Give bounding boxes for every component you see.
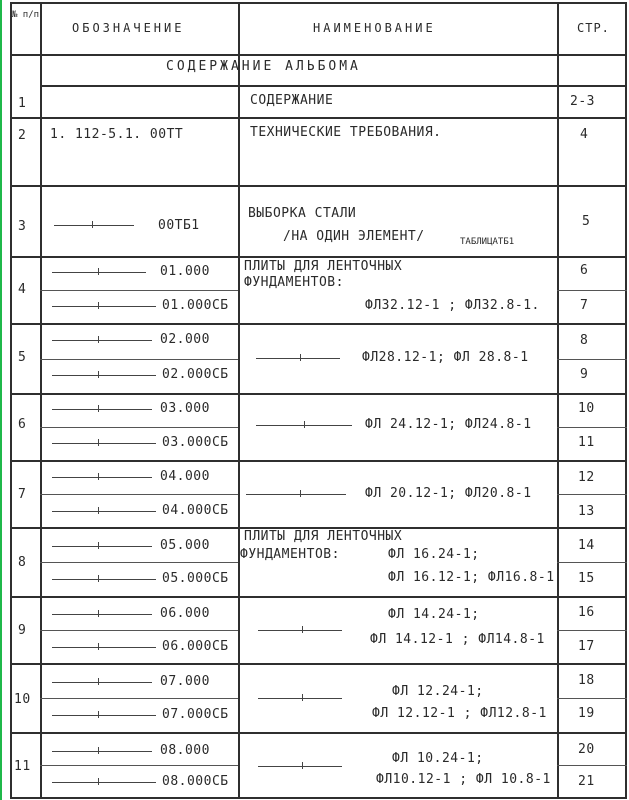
header-designation: ОБОЗНАЧЕНИЕ	[72, 21, 185, 35]
col-line-designation	[238, 2, 240, 798]
subrow-page-line-10	[557, 698, 627, 699]
row-3-designation: 00ТБ1	[158, 218, 200, 233]
ditto-mark	[300, 490, 301, 497]
ditto-mark	[98, 711, 99, 718]
row-line-10	[10, 732, 627, 734]
row-6-page2: 11	[578, 435, 595, 450]
row-11-name-line2: ФЛ10.12-1 ; ФЛ 10.8-1	[376, 772, 551, 787]
ditto-mark	[304, 421, 305, 428]
ditto-mark	[98, 268, 99, 275]
ditto-mark	[98, 610, 99, 617]
subrow-line-7	[40, 494, 238, 495]
subrow-page-line-7	[557, 494, 627, 495]
row-4-name-line1: ПЛИТЫ ДЛЯ ЛЕНТОЧНЫХ	[244, 259, 403, 274]
ditto-mark	[98, 439, 99, 446]
row-line-2	[10, 185, 627, 187]
row-7-num: 7	[18, 487, 27, 502]
subrow-line-6	[40, 427, 238, 428]
ditto-dash	[52, 751, 152, 752]
ditto-mark	[98, 302, 99, 309]
row-6-name: ФЛ 24.12-1; ФЛ24.8-1	[365, 417, 532, 432]
ditto-mark	[98, 336, 99, 343]
col-line-num	[40, 2, 42, 798]
row-5-num: 5	[18, 350, 27, 365]
ditto-mark	[98, 643, 99, 650]
row-2-num: 2	[18, 128, 27, 143]
row-11-num: 11	[14, 759, 31, 774]
row-7-des1: 04.000	[160, 469, 210, 484]
ditto-dash	[52, 782, 156, 783]
row-2-name: ТЕХНИЧЕСКИЕ ТРЕБОВАНИЯ.	[250, 125, 442, 140]
ditto-dash	[52, 306, 156, 307]
subrow-page-line-4	[557, 290, 627, 291]
row-9-des2: 06.000СБ	[162, 639, 229, 654]
ditto-dash	[52, 340, 152, 341]
row-11-des2: 08.000СБ	[162, 774, 229, 789]
ditto-dash	[256, 358, 340, 359]
ditto-dash	[52, 272, 146, 273]
ditto-dash	[52, 511, 156, 512]
header-num: № п/п	[11, 10, 40, 20]
subrow-line-5	[40, 359, 238, 360]
row-3-name-line1: ВЫБОРКА СТАЛИ	[248, 206, 357, 221]
col-line-name	[557, 2, 559, 798]
row-10-num: 10	[14, 692, 31, 707]
ditto-mark	[98, 405, 99, 412]
row-8-page1: 14	[578, 538, 595, 553]
ditto-dash	[52, 682, 152, 683]
ditto-dash	[258, 766, 342, 767]
row-7-name: ФЛ 20.12-1; ФЛ20.8-1	[365, 486, 532, 501]
row-line-8	[10, 596, 627, 598]
row-11-page2: 21	[578, 774, 595, 789]
ditto-mark	[302, 762, 303, 769]
subrow-page-line-11	[557, 765, 627, 766]
row-3-name-suffix: ТАБЛИЦАТБ1	[460, 237, 515, 247]
row-2-designation: 1. 112-5.1. 00ТТ	[50, 127, 184, 142]
row-9-des1: 06.000	[160, 606, 210, 621]
row-4-des2: 01.000СБ	[162, 298, 229, 313]
row-line-1	[10, 117, 627, 119]
row-8-name-line2b: ФЛ 16.24-1;	[388, 547, 480, 562]
ditto-dash	[52, 579, 156, 580]
ditto-dash	[258, 630, 342, 631]
ditto-mark	[92, 221, 93, 228]
ditto-mark	[98, 371, 99, 378]
row-8-des2: 05.000СБ	[162, 571, 229, 586]
row-2-page: 4	[580, 127, 589, 142]
row-6-num: 6	[18, 417, 27, 432]
border-left	[10, 2, 12, 798]
row-7-page2: 13	[578, 504, 595, 519]
row-11-des1: 08.000	[160, 743, 210, 758]
row-1-name: СОДЕРЖАНИЕ	[250, 93, 334, 108]
row-5-name: ФЛ28.12-1; ФЛ 28.8-1	[362, 350, 529, 365]
row-line-5	[10, 393, 627, 395]
row-4-des1: 01.000	[160, 264, 210, 279]
ditto-mark	[98, 747, 99, 754]
row-8-name-line3: ФЛ 16.12-1; ФЛ16.8-1	[388, 570, 555, 585]
border-bottom	[10, 797, 627, 799]
row-line-3	[10, 256, 627, 258]
ditto-mark	[98, 575, 99, 582]
row-4-num: 4	[18, 282, 27, 297]
row-1-page: 2-3	[570, 94, 595, 109]
subrow-line-4	[40, 290, 238, 291]
row-4-name-line2: ФУНДАМЕНТОВ:	[244, 275, 344, 290]
row-11-page1: 20	[578, 742, 595, 757]
row-4-name-line3: ФЛ32.12-1 ; ФЛ32.8-1.	[365, 298, 540, 313]
ditto-mark	[98, 778, 99, 785]
ditto-dash	[52, 477, 152, 478]
row-8-name-line1: ПЛИТЫ ДЛЯ ЛЕНТОЧНЫХ	[244, 529, 403, 544]
ditto-dash	[258, 698, 342, 699]
subrow-page-line-6	[557, 427, 627, 428]
row-line-6	[10, 460, 627, 462]
ditto-mark	[98, 542, 99, 549]
subrow-line-8	[40, 562, 238, 563]
row-6-des1: 03.000	[160, 401, 210, 416]
ditto-dash	[246, 494, 346, 495]
row-10-des1: 07.000	[160, 674, 210, 689]
row-1-num: 1	[18, 96, 27, 111]
subrow-page-line-9	[557, 630, 627, 631]
row-10-name-line1: ФЛ 12.24-1;	[392, 684, 484, 699]
row-5-page2: 9	[580, 367, 589, 382]
header-page: СТР.	[577, 21, 610, 35]
row-6-page1: 10	[578, 401, 595, 416]
row-3-name-line2: /НА ОДИН ЭЛЕМЕНТ/	[283, 229, 425, 244]
row-7-des2: 04.000СБ	[162, 503, 229, 518]
row-10-page2: 19	[578, 706, 595, 721]
row-9-name-line1: ФЛ 14.24-1;	[388, 607, 480, 622]
ditto-dash	[52, 409, 152, 410]
row-3-num: 3	[18, 219, 27, 234]
row-11-name-line1: ФЛ 10.24-1;	[392, 751, 484, 766]
ditto-dash	[52, 614, 152, 615]
row-3-page: 5	[582, 214, 591, 229]
row-10-name-line2: ФЛ 12.12-1 ; ФЛ12.8-1	[372, 706, 547, 721]
section-bottom-line	[40, 85, 627, 87]
ditto-dash	[52, 647, 156, 648]
ditto-mark	[300, 354, 301, 361]
header-name: НАИМЕНОВАНИЕ	[313, 21, 436, 35]
border-right	[625, 2, 627, 798]
row-8-name-line2: ФУНДАМЕНТОВ:	[240, 547, 340, 562]
row-9-name-line2: ФЛ 14.12-1 ; ФЛ14.8-1	[370, 632, 545, 647]
row-8-page2: 15	[578, 571, 595, 586]
row-4-page1: 6	[580, 263, 589, 278]
ditto-mark	[98, 678, 99, 685]
ditto-mark	[98, 473, 99, 480]
border-top	[10, 2, 627, 4]
subrow-line-9	[40, 630, 238, 631]
ditto-dash	[52, 375, 156, 376]
row-9-num: 9	[18, 623, 27, 638]
subrow-line-11	[40, 765, 238, 766]
row-line-4	[10, 323, 627, 325]
scan-edge	[0, 0, 2, 800]
subrow-page-line-5	[557, 359, 627, 360]
ditto-dash	[52, 715, 156, 716]
ditto-dash	[52, 443, 156, 444]
header-bottom-line	[10, 54, 627, 56]
ditto-mark	[98, 507, 99, 514]
row-5-page1: 8	[580, 333, 589, 348]
row-7-page1: 12	[578, 470, 595, 485]
row-9-page2: 17	[578, 639, 595, 654]
section-title: СОДЕРЖАНИЕ АЛЬБОМА	[166, 59, 361, 74]
row-8-des1: 05.000	[160, 538, 210, 553]
row-9-page1: 16	[578, 605, 595, 620]
row-6-des2: 03.000СБ	[162, 435, 229, 450]
ditto-dash	[52, 546, 152, 547]
row-8-num: 8	[18, 555, 27, 570]
row-10-des2: 07.000СБ	[162, 707, 229, 722]
row-5-des2: 02.000СБ	[162, 367, 229, 382]
row-10-page1: 18	[578, 673, 595, 688]
subrow-line-10	[40, 698, 238, 699]
row-4-page2: 7	[580, 298, 589, 313]
row-5-des1: 02.000	[160, 332, 210, 347]
subrow-page-line-8	[557, 562, 627, 563]
ditto-dash	[54, 225, 134, 226]
row-line-9	[10, 663, 627, 665]
ditto-mark	[302, 694, 303, 701]
ditto-mark	[302, 626, 303, 633]
